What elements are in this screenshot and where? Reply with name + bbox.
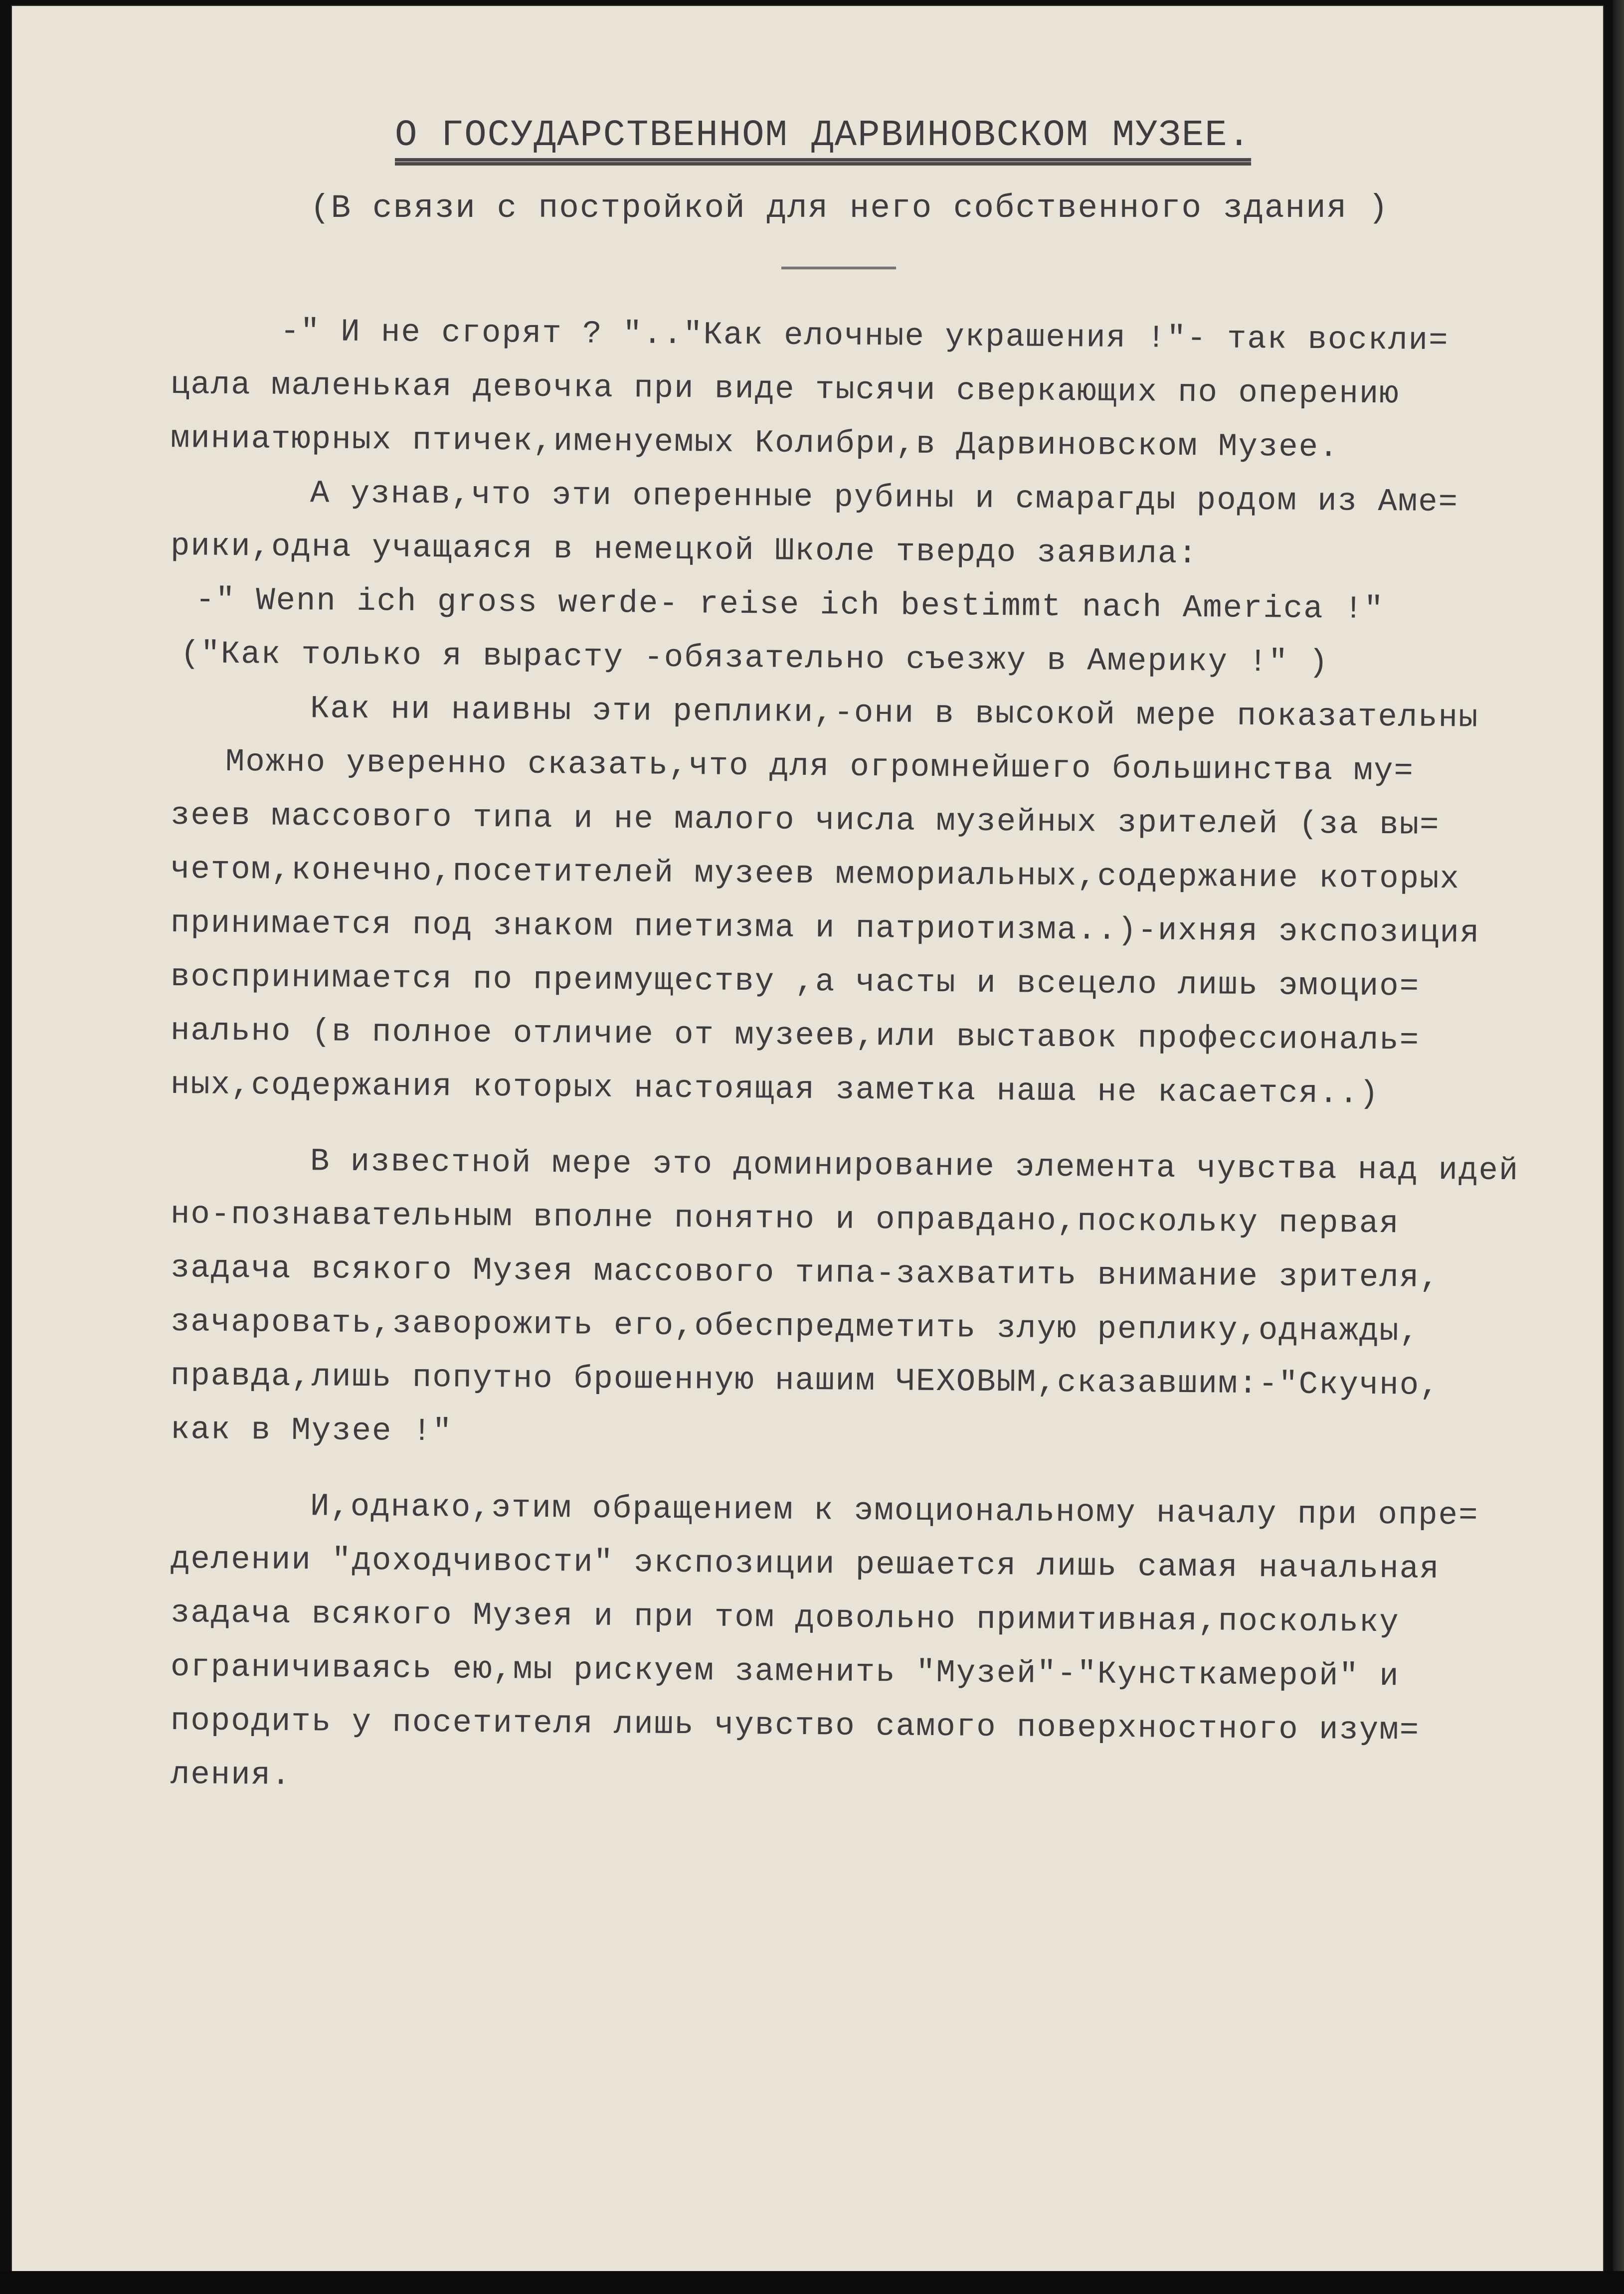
typewritten-page	[11, 5, 1604, 2276]
text-line: правда,лишь попутно брошенную нашим ЧЕХОВЫМ,сказавшим:-"Скучно,	[170, 1358, 1440, 1404]
scan-edge-right	[1613, 0, 1624, 2294]
title-separator	[781, 267, 896, 269]
text-line-quote-german: -" Wenn ich gross werde- reise ich bestimmt nach America !"	[195, 582, 1385, 628]
text-line: цала маленькая девочка при виде тысячи сверкающих по оперению	[170, 367, 1400, 413]
text-line: -" И не сгорят ? ".."Как елочные украшения !"- так воскли=	[280, 314, 1449, 359]
text-line: рики,одна учащаяся в немецкой Школе твердо заявила:	[170, 529, 1198, 573]
text-line: породить у посетителя лишь чувство самого поверхностного изум=	[170, 1703, 1420, 1749]
text-line: ления.	[170, 1757, 292, 1794]
document-title: О ГОСУДАРСТВЕННОМ ДАРВИНОВСКОМ МУЗЕЕ.	[395, 115, 1252, 157]
text-line: воспринимается по преимуществу ,а часты и всецело лишь эмоцио=	[170, 959, 1420, 1005]
text-line: И,однако,этим обращением к эмоциональному началу при опре=	[310, 1489, 1479, 1534]
text-line: Как ни наивны эти реплики,-они в высокой мере показательны	[310, 691, 1479, 736]
scan-edge-bottom	[0, 2271, 1624, 2294]
text-line: четом,конечно,посетителей музеев мемориальных,содержание которых	[170, 852, 1460, 898]
text-line: Можно уверенно сказать,что для огромнейшего большинства му=	[225, 744, 1415, 790]
text-line: ограничиваясь ею,мы рискуем заменить "Музей"-"Кунсткамерой" и	[170, 1649, 1400, 1695]
text-line: А узнав,что эти оперенные рубины и смарагды родом из Аме=	[310, 476, 1459, 521]
text-line: принимается под знаком пиетизма и патриотизма..)-ихняя экспозиция	[170, 905, 1480, 952]
text-line: В известной мере это доминирование элемента чувства над идей	[310, 1144, 1519, 1190]
text-line: зачаровать,заворожить его,обеспредметить злую реплику,однажды,	[170, 1304, 1420, 1350]
text-line: нально (в полное отличие от музеев,или выставок профессиональ=	[170, 1013, 1420, 1059]
text-line: делении "доходчивости" экспозиции решается лишь самая начальная	[170, 1542, 1440, 1588]
text-line: зеев массового типа и не малого числа музейных зрителей (за вы=	[170, 798, 1440, 844]
document-subtitle: (В связи с постройкой для него собственного здания )	[310, 189, 1389, 227]
text-line: ных,содержания которых настоящая заметка наша не касается..)	[170, 1067, 1380, 1113]
text-line: миниатюрных птичек,именуемых Колибри,в Дарвиновском Музее.	[170, 421, 1339, 466]
text-line: задача всякого Музея массового типа-захватить внимание зрителя,	[170, 1250, 1440, 1296]
document-body	[171, 304, 1602, 1802]
text-line-quote-translation: ("Как только я вырасту -обязательно съезжу в Америку !" )	[180, 636, 1329, 682]
text-line: но-познавательным вполне понятно и оправдано,поскольку первая	[170, 1197, 1400, 1242]
text-line: как в Музее !"	[170, 1412, 453, 1450]
text-line: задача всякого Музея и при том довольно примитивная,поскольку	[170, 1595, 1400, 1641]
